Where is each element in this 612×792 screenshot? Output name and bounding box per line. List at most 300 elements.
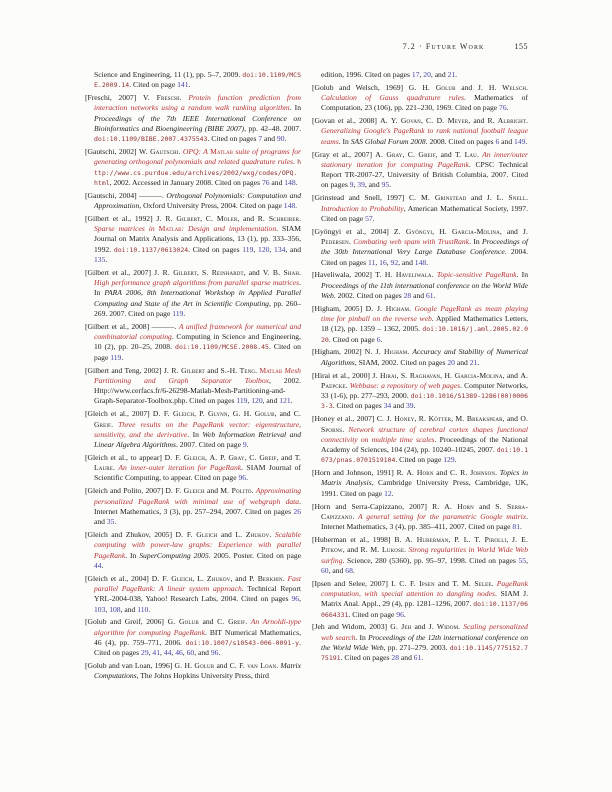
entry-text: . Technical Report YRL-2004-038, Yahoo! Research Labs, 2004. Cited on pages bbox=[94, 583, 301, 604]
entry-text: and bbox=[411, 290, 426, 300]
author-name: G. H. Golub bbox=[408, 82, 456, 92]
entry-text: . bbox=[299, 267, 302, 277]
entry-text: [Hirai et al., 2000] bbox=[312, 370, 373, 380]
doi-link[interactable]: doi:10.1137/0613024 bbox=[113, 245, 189, 254]
page-ref-link[interactable]: 28 bbox=[403, 290, 412, 300]
entry-text: . bbox=[183, 309, 186, 319]
entry-text: , 2002. Accessed in January 2008. Cited on pages bbox=[109, 177, 262, 187]
entry-text: , bbox=[247, 396, 252, 406]
entry-text: . 2004. Cited on pages bbox=[321, 247, 528, 267]
entry-text: , and bbox=[285, 244, 302, 254]
entry-text: [Gleich et al., 2007] bbox=[85, 409, 153, 419]
entry-text: . bbox=[476, 149, 483, 159]
entry-text: , bbox=[419, 70, 424, 79]
citation-title-link[interactable]: Calculation of Gauss quadrature rules bbox=[321, 93, 464, 103]
doi-link[interactable]: doi:10.1109/MCSE.2008.45 bbox=[175, 343, 269, 352]
entry-text: [Gilbert and Teng, 2002] bbox=[85, 365, 164, 375]
entry-text: . bbox=[345, 380, 350, 390]
author-name: C. J. Honey bbox=[376, 414, 415, 424]
entry-text: . bbox=[526, 193, 528, 203]
entry-text: . bbox=[284, 134, 287, 144]
entry-text: and bbox=[198, 617, 218, 627]
bibliography-entry bbox=[85, 191, 301, 212]
entry-text: . bbox=[520, 522, 522, 532]
author-name: D. J. Higham bbox=[365, 303, 410, 313]
entry-text: [Gleich et al., to appear] bbox=[85, 452, 165, 462]
page-ref-link[interactable]: 16 bbox=[379, 257, 387, 267]
entry-text: , bbox=[375, 257, 380, 267]
bibliography-entry bbox=[312, 270, 528, 301]
citation-title-link[interactable]: PageRank computation, with special attention to dangling nodes bbox=[321, 578, 528, 598]
work-title: Proceedings of the 12th international conference on the World Wide Web bbox=[321, 632, 528, 652]
page-ref-link[interactable]: 20 bbox=[423, 70, 431, 79]
entry-text: [Horn and Serra-Capizzano, 2007] bbox=[312, 501, 433, 511]
citation-title-link[interactable]: High performance graph algorithms from parallel sparse matrices bbox=[94, 278, 300, 288]
author-name: G. H. Golub bbox=[232, 409, 275, 419]
entry-text: edition, 1996. Cited on pages bbox=[321, 70, 412, 79]
citation-title-link[interactable]: Matlab bbox=[210, 147, 234, 157]
author-name: T. Lau bbox=[454, 149, 477, 159]
entry-text: and bbox=[434, 578, 453, 588]
bibliography-entry bbox=[312, 502, 528, 533]
author-name: G. Golub bbox=[167, 617, 199, 627]
entry-text: and bbox=[204, 365, 221, 375]
bibliography-entry bbox=[85, 147, 301, 188]
page-number: 155 bbox=[514, 42, 528, 51]
page-ref-link[interactable]: 60 bbox=[321, 565, 329, 575]
author-name: R. Albright bbox=[487, 116, 527, 126]
citation-title-link[interactable]: Strong regularities in World Wide Web surfing bbox=[321, 545, 528, 565]
page-ref-link[interactable]: 96 bbox=[210, 648, 219, 658]
bibliography bbox=[85, 70, 529, 684]
entry-text: [Huberman et al., 1998] bbox=[312, 534, 395, 544]
entry-text: . In bbox=[338, 136, 351, 146]
entry-text: . bbox=[111, 419, 119, 429]
author-name: A. Paepcke bbox=[321, 370, 529, 390]
entry-text: . bbox=[290, 396, 293, 406]
citation-title-link[interactable]: Matlab bbox=[259, 365, 283, 375]
citation-title-link[interactable]: Webbase: a repository of web pages bbox=[349, 380, 461, 390]
page-ref-link[interactable]: 21 bbox=[469, 357, 478, 367]
entry-text: , bbox=[451, 414, 456, 424]
entry-text: . Cited on pages bbox=[94, 637, 301, 658]
bibliography-entry-continuation bbox=[85, 70, 301, 91]
author-name: A. Y. Govan bbox=[380, 116, 421, 126]
page-ref-link[interactable]: 41 bbox=[152, 648, 161, 658]
entry-text: , bbox=[204, 452, 210, 462]
entry-text: , 2002. Http://www.cerfacs.fr/6-26298-Matlab-Mesh-Partitioning-and-Graph-Separator-Toolbox.php. Cited on pages bbox=[94, 375, 302, 406]
page-ref-link[interactable]: 119 bbox=[172, 309, 184, 319]
entry-text: , bbox=[194, 409, 200, 419]
page-ref-link[interactable]: 148 bbox=[283, 201, 296, 211]
entry-text: , and bbox=[194, 648, 211, 658]
entry-text: . Computer Networks, 33 (1-6), pp. 277–293, 2000. bbox=[321, 380, 529, 401]
citation-title-link[interactable]: Scalable computing with power-law graphs: Experience with parallel PageRank bbox=[94, 529, 302, 560]
citation-title-link[interactable]: A unified framework for numerical and combinatorial computing bbox=[94, 321, 301, 342]
entry-text: and bbox=[399, 653, 414, 663]
page-ref-link[interactable]: 148 bbox=[414, 257, 427, 267]
entry-text: . bbox=[458, 622, 464, 632]
citation-title-link[interactable]: Mesh Partitioning and Graph Separator Toolbox bbox=[94, 365, 301, 385]
doi-link[interactable]: http://www.cs.purdue.edu/archives/2002/wxg/codes/OPQ.html bbox=[94, 158, 301, 187]
author-name: O. Sporns bbox=[321, 414, 528, 434]
page-ref-link[interactable]: 110 bbox=[137, 604, 149, 614]
bibliography-entry bbox=[312, 227, 528, 268]
page-ref-link[interactable]: 108 bbox=[109, 604, 121, 614]
entry-text: . CPSC Technical Report TR-2007-27, University of British Columbia, 2007. Cited on pages bbox=[321, 159, 528, 190]
author-name: J. R. Gilbert bbox=[163, 365, 205, 375]
page-ref-link[interactable]: 12 bbox=[384, 488, 392, 498]
author-name: C. Greif bbox=[217, 617, 246, 627]
author-name: D. F. Gleich bbox=[151, 573, 193, 583]
entry-text: and bbox=[466, 193, 487, 203]
entry-text: . bbox=[121, 352, 124, 362]
author-name: L. Zhukov bbox=[235, 529, 270, 539]
entry-text: and bbox=[217, 529, 236, 539]
entry-text: . SIAM Journal on Matrix Analysis and Applications, 13 (1), pp. 333–356, 1992. bbox=[94, 224, 301, 254]
citation-title-link[interactable]: An inner/outer stationary iteration for computing PageRank bbox=[321, 149, 529, 169]
entry-text: . Cited on page bbox=[129, 80, 178, 90]
entry-text: . In bbox=[289, 103, 301, 113]
page-ref-link[interactable]: 9 bbox=[242, 440, 247, 450]
page-ref-link[interactable]: 35 bbox=[106, 517, 115, 527]
entry-text: , bbox=[200, 213, 206, 223]
citation-title-link[interactable]: A general setting for the parametric Google matrix bbox=[358, 511, 527, 521]
bibliography-entry bbox=[312, 347, 528, 368]
entry-text: [Gleich and Polito, 2007] bbox=[85, 486, 166, 496]
citation-title-link[interactable]: OPQ: A bbox=[182, 147, 211, 157]
entry-text: . bbox=[413, 401, 416, 411]
author-name: T. M. Selee bbox=[452, 578, 492, 588]
work-title: Proceedings of the 11th international conference on the World Wide Web bbox=[321, 280, 528, 300]
entry-text: [Ipsen and Selee, 2007] bbox=[312, 578, 392, 588]
entry-text: . bbox=[352, 511, 359, 521]
entry-text: . bbox=[455, 70, 458, 79]
page-ref-link[interactable]: 21 bbox=[447, 70, 456, 79]
author-name: M. Polito bbox=[220, 486, 252, 496]
citation-title-link[interactable]: Generalizing Google's PageRank to rank national football league teams bbox=[321, 126, 528, 146]
entry-text: and bbox=[454, 357, 470, 367]
entry-text: . bbox=[409, 303, 415, 313]
entry-text: . Cited on page bbox=[328, 334, 377, 344]
bibliography-entry bbox=[312, 304, 528, 345]
entry-text: , and bbox=[435, 149, 455, 159]
entry-text: . bbox=[454, 455, 457, 465]
bibliography-entry bbox=[85, 661, 301, 682]
entry-text: . bbox=[179, 93, 189, 103]
entry-text: and bbox=[94, 517, 107, 527]
page-ref-link[interactable]: 6 bbox=[376, 334, 381, 344]
page-ref-link[interactable]: 34 bbox=[383, 401, 392, 411]
entry-text: [Golub and Greif, 2006] bbox=[85, 617, 168, 627]
page-ref-link[interactable]: 119 bbox=[110, 352, 122, 362]
entry-text: and bbox=[473, 501, 496, 511]
author-name: S. Raghavan bbox=[400, 370, 441, 380]
entry-text: , and bbox=[499, 226, 523, 236]
page-ref-link[interactable]: 68 bbox=[345, 565, 353, 575]
bibliography-entry bbox=[312, 83, 528, 114]
entry-text: , bbox=[420, 116, 427, 126]
bibliography-entry bbox=[312, 193, 528, 224]
entry-text: . bbox=[113, 463, 119, 473]
entry-text: . bbox=[269, 529, 275, 539]
entry-text: . bbox=[506, 103, 509, 113]
work-title: Orthogonal Polynomials: Computation and Approximation bbox=[94, 190, 301, 211]
entry-text: , bbox=[171, 648, 176, 658]
page-ref-link[interactable]: 149 bbox=[514, 136, 526, 146]
entry-text: , bbox=[432, 226, 440, 236]
page-ref-link[interactable]: 6 bbox=[495, 136, 500, 146]
author-name: C. Greif bbox=[94, 409, 302, 429]
citation-title-link[interactable]: Network structure of cerebral cortex shapes functional connectivity on multiple time scales bbox=[321, 424, 528, 444]
entry-text: . In bbox=[94, 278, 301, 298]
doi-link[interactable]: doi:10.1109/BIBE.2007.4375543 bbox=[94, 135, 208, 144]
author-name: D. F. Gleich bbox=[164, 452, 205, 462]
doi-link[interactable]: doi:10.1016/S1389-1286(00)00063-3 bbox=[321, 392, 528, 411]
author-name: L. Zhukov bbox=[197, 573, 231, 583]
author-name: R. Schreiber bbox=[257, 213, 300, 223]
page-ref-link[interactable]: 17 bbox=[411, 70, 420, 79]
entry-text: [Gilbert et al., 1992] bbox=[85, 213, 157, 223]
author-name: S. Reinhardt bbox=[201, 267, 244, 277]
entry-text: [Golub and Welsch, 1969] bbox=[312, 82, 409, 92]
entry-text: . bbox=[526, 82, 528, 92]
doi-link[interactable]: doi:10.1109/MCSE.2009.14 bbox=[94, 71, 301, 90]
page-ref-link[interactable]: 119 bbox=[236, 396, 248, 406]
entry-text: . bbox=[404, 545, 409, 555]
entry-text: . Computing in Science and Engineering, 10 (2), pp. 20–25, 2008. bbox=[94, 332, 301, 352]
page-ref-link[interactable]: 141 bbox=[177, 80, 189, 90]
entry-text: [Higham, 2002] bbox=[312, 347, 365, 357]
entry-text: , and bbox=[502, 414, 521, 424]
author-name: W. Gautschi bbox=[138, 147, 179, 157]
author-name: C. Greif bbox=[407, 149, 436, 159]
citation-title-link[interactable]: An Arnoldi-type algorithm for computing PageRank bbox=[94, 617, 301, 637]
entry-text: . 2008. Cited on pages bbox=[425, 136, 496, 146]
work-title: SuperComputing 2005 bbox=[139, 550, 209, 560]
citation-title-link[interactable]: Sparse matrices in bbox=[94, 224, 159, 234]
entry-text: , bbox=[440, 370, 445, 380]
page-ref-link[interactable]: 29 bbox=[141, 648, 149, 658]
author-name: J. R. Gilbert bbox=[154, 267, 197, 277]
entry-text: . In bbox=[187, 429, 203, 439]
doi-link[interactable]: doi:10.1145/775152.775191 bbox=[321, 643, 528, 663]
entry-text: and bbox=[262, 134, 277, 144]
work-title: Proceedings of the 7th IEEE International Conference on Bioinformatics and Bioengineering (BIBE 2007) bbox=[94, 113, 301, 133]
work-title: Topics in Matrix Analysis bbox=[321, 468, 528, 488]
entry-text: . Proceedings of the National Academy of Sciences, 104 (24), pp. 10240–10245, 2007. bbox=[321, 434, 528, 455]
bibliography-entry bbox=[85, 214, 301, 265]
page-ref-link[interactable]: 39 bbox=[405, 401, 414, 411]
entry-text: , bbox=[269, 244, 275, 254]
page-ref-link[interactable]: 61 bbox=[425, 290, 434, 300]
entry-text: . bbox=[389, 180, 392, 190]
entry-text: , and bbox=[274, 409, 294, 419]
author-name: T. H. Haveliwala bbox=[375, 270, 432, 280]
page-ref-link[interactable]: 121 bbox=[279, 396, 291, 406]
entry-text: [Haveliwala, 2002] bbox=[312, 270, 376, 280]
author-name: Z. Gyöngyi bbox=[393, 226, 433, 236]
page-ref-link[interactable]: 39 bbox=[357, 180, 365, 190]
page-ref-link[interactable]: 9 bbox=[349, 180, 354, 190]
author-name: M. Breakspear bbox=[455, 414, 503, 424]
entry-text: , and bbox=[262, 396, 280, 406]
work-title: Matrix Computations bbox=[94, 661, 302, 681]
entry-text: , pp. 42–48. 2007. bbox=[244, 123, 301, 133]
entry-text: . Internet Mathematics, 3 (3), pp. 257–294, 2007. Cited on pages bbox=[94, 496, 301, 516]
citation-title-link[interactable]: Introduction to Probability bbox=[321, 203, 404, 213]
author-name: A. Gray bbox=[375, 149, 403, 159]
entry-text: [Freschi, 2007] bbox=[85, 93, 144, 103]
page-ref-link[interactable]: 60 bbox=[186, 648, 195, 658]
author-name: J. L. Snell bbox=[486, 193, 527, 203]
citation-title-link[interactable]: Three results on the PageRank vector: eigenstructure, sensitivity, and the derivative bbox=[94, 419, 302, 439]
author-name: C. R. Johnson bbox=[449, 468, 496, 478]
bibliography-entry bbox=[85, 617, 301, 658]
page-ref-link[interactable]: 55 bbox=[518, 555, 527, 565]
entry-text: and bbox=[433, 468, 450, 478]
entry-text: , and bbox=[230, 573, 250, 583]
entry-text: . bbox=[352, 565, 355, 575]
doi-link[interactable]: doi:10.1073/pnas.0701519104 bbox=[321, 446, 528, 465]
entry-text: . bbox=[477, 357, 480, 367]
bibliography-entry bbox=[85, 453, 301, 484]
citation-title-link[interactable]: Approximating personalized PageRank with minimal use of webgraph data bbox=[94, 486, 302, 506]
entry-text: . bbox=[101, 560, 104, 570]
entry-text: , and bbox=[276, 452, 295, 462]
citation-title-link[interactable]: Scaling personalized web search bbox=[321, 622, 528, 642]
entry-text: , bbox=[396, 370, 401, 380]
citation-title-link[interactable]: An inner-outer iteration for PageRank bbox=[118, 463, 242, 473]
page-ref-link[interactable]: 96 bbox=[238, 473, 247, 483]
work-title: Web Information Retrieval and Linear Algebra Algorithms bbox=[94, 429, 301, 450]
page-ref-link[interactable]: 26 bbox=[293, 506, 301, 516]
entry-text: . bbox=[295, 177, 298, 187]
page-ref-link[interactable]: 119 bbox=[242, 244, 254, 254]
page-ref-link[interactable]: 28 bbox=[391, 653, 399, 663]
page-ref-link[interactable]: 81 bbox=[512, 522, 521, 532]
entry-text: . Cited on pages bbox=[188, 244, 243, 254]
entry-text: . bbox=[148, 604, 151, 614]
author-name: D. F. Gleich bbox=[152, 409, 195, 419]
citation-title-link[interactable]: suite of programs for generating orthogonal polynomials and related quadrature rules bbox=[94, 147, 302, 167]
entry-text: , SIAM, 2002. Cited on pages bbox=[354, 357, 448, 367]
bibliography-entry-continuation bbox=[312, 70, 528, 80]
page-ref-link[interactable]: 90 bbox=[276, 134, 285, 144]
entry-text: . bbox=[421, 653, 424, 663]
page-ref-link[interactable]: 61 bbox=[413, 653, 422, 663]
entry-text: , and bbox=[398, 257, 415, 267]
bibliography-entry bbox=[85, 268, 301, 319]
entry-text: . SIAM Journal of Scientific Computing, to appear. Cited on page bbox=[94, 463, 301, 483]
page-ref-link[interactable]: 120 bbox=[251, 396, 263, 406]
entry-text: , Oxford University Press, 2004. Cited on page bbox=[139, 201, 284, 211]
page-ref-link[interactable]: 129 bbox=[443, 455, 455, 465]
entry-text: , bbox=[386, 257, 391, 267]
page-ref-link[interactable]: 20 bbox=[447, 357, 455, 367]
entry-text: . bbox=[380, 334, 383, 344]
entry-text: . bbox=[372, 213, 375, 223]
page-ref-link[interactable]: 135 bbox=[94, 255, 106, 265]
entry-text: . In bbox=[125, 550, 140, 560]
entry-text: , and bbox=[328, 565, 346, 575]
entry-text: [Govan et al., 2008] bbox=[312, 116, 381, 126]
entry-text: . Cited on pages bbox=[332, 401, 384, 411]
page-ref-link[interactable]: 103 bbox=[94, 604, 106, 614]
entry-text: . Science, 280 (5360), pp. 95–97, 1998. Cited on pages bbox=[342, 555, 519, 565]
entry-text: , bbox=[402, 149, 408, 159]
citation-title-link[interactable]: Protein function prediction from interaction networks using a random walk ranking algorithm bbox=[94, 93, 301, 113]
entry-text: . bbox=[426, 257, 429, 267]
entry-text: . bbox=[188, 80, 191, 90]
page-ref-link[interactable]: 57 bbox=[365, 213, 373, 223]
author-name: P. Glynn bbox=[199, 409, 228, 419]
bibliography-entry bbox=[312, 150, 528, 191]
page-ref-link[interactable]: 96 bbox=[291, 594, 300, 604]
page-ref-link[interactable]: 76 bbox=[261, 177, 270, 187]
page-ref-link[interactable]: 44 bbox=[163, 648, 172, 658]
bibliography-entry bbox=[85, 486, 301, 527]
citation-title-link[interactable]: Fast parallel PageRank: A linear system approach bbox=[94, 573, 301, 593]
bibliography-entry bbox=[85, 409, 301, 450]
entry-text: , and bbox=[430, 70, 448, 79]
bibliography-column-right bbox=[312, 70, 528, 684]
entry-text: . Cited on page bbox=[348, 609, 397, 619]
page-ref-link[interactable]: 11 bbox=[368, 257, 376, 267]
running-header bbox=[85, 42, 528, 51]
entry-text: . bbox=[391, 488, 394, 498]
doi-link[interactable]: doi:10.1137/060664331 bbox=[321, 600, 528, 619]
entry-text: [Gautschi, 2002] bbox=[85, 147, 139, 157]
page-ref-link[interactable]: 92 bbox=[390, 257, 399, 267]
entry-text: , bbox=[227, 409, 233, 419]
doi-link[interactable]: doi:10.1007/s10543-006-0091-y bbox=[185, 638, 300, 647]
page-ref-link[interactable]: 95 bbox=[381, 180, 390, 190]
page-ref-link[interactable]: 148 bbox=[284, 177, 296, 187]
page-ref-link[interactable]: 46 bbox=[175, 648, 183, 658]
entry-text: . bbox=[403, 609, 406, 619]
entry-text: , bbox=[196, 267, 202, 277]
bibliography-entry bbox=[312, 622, 528, 663]
entry-text: . bbox=[495, 468, 500, 478]
page-ref-link[interactable]: 7 bbox=[258, 134, 263, 144]
citation-title-link[interactable]: Combating web spam with TrustRank bbox=[353, 236, 470, 246]
author-name: R. A. Horn bbox=[432, 501, 474, 511]
citation-title-link[interactable]: Google PageRank as mean playing time for pinball on the reverse web bbox=[321, 303, 529, 324]
entry-text: . bbox=[255, 365, 260, 375]
page-ref-link[interactable]: 134 bbox=[274, 244, 286, 254]
doi-link[interactable]: doi:10.1016/j.aml.2005.02.020 bbox=[321, 325, 528, 344]
entry-text: , bbox=[526, 555, 528, 565]
entry-text: . BIT Numerical Mathematics, 46 (4), pp. 759–771, 2006. bbox=[94, 627, 302, 647]
bibliography-entry bbox=[312, 468, 528, 499]
page-ref-link[interactable]: 96 bbox=[396, 609, 404, 619]
citation-title-link[interactable]: : Design and implementation bbox=[181, 224, 277, 234]
page-ref-link[interactable]: 44 bbox=[94, 560, 102, 570]
entry-text: , pp. 271–279. 2003. bbox=[383, 642, 450, 652]
entry-text: , bbox=[244, 452, 250, 462]
page-ref-link[interactable]: 120 bbox=[258, 244, 270, 254]
work-title: Accuracy and Stability of Numerical Algorithms bbox=[321, 347, 529, 367]
entry-text: and bbox=[411, 622, 429, 632]
citation-title-link[interactable]: Topic-sensitive PageRank bbox=[436, 270, 517, 280]
entry-text: [Gautschi, 2004] ———. bbox=[85, 190, 167, 200]
page-ref-link[interactable]: 76 bbox=[499, 103, 507, 113]
entry-text: . 2002. Cited on pages bbox=[333, 290, 404, 300]
author-name: V. Freschi bbox=[143, 93, 180, 103]
author-name: H. Garcia-Molina bbox=[444, 370, 503, 380]
citation-title-link[interactable]: Matlab bbox=[158, 224, 182, 234]
